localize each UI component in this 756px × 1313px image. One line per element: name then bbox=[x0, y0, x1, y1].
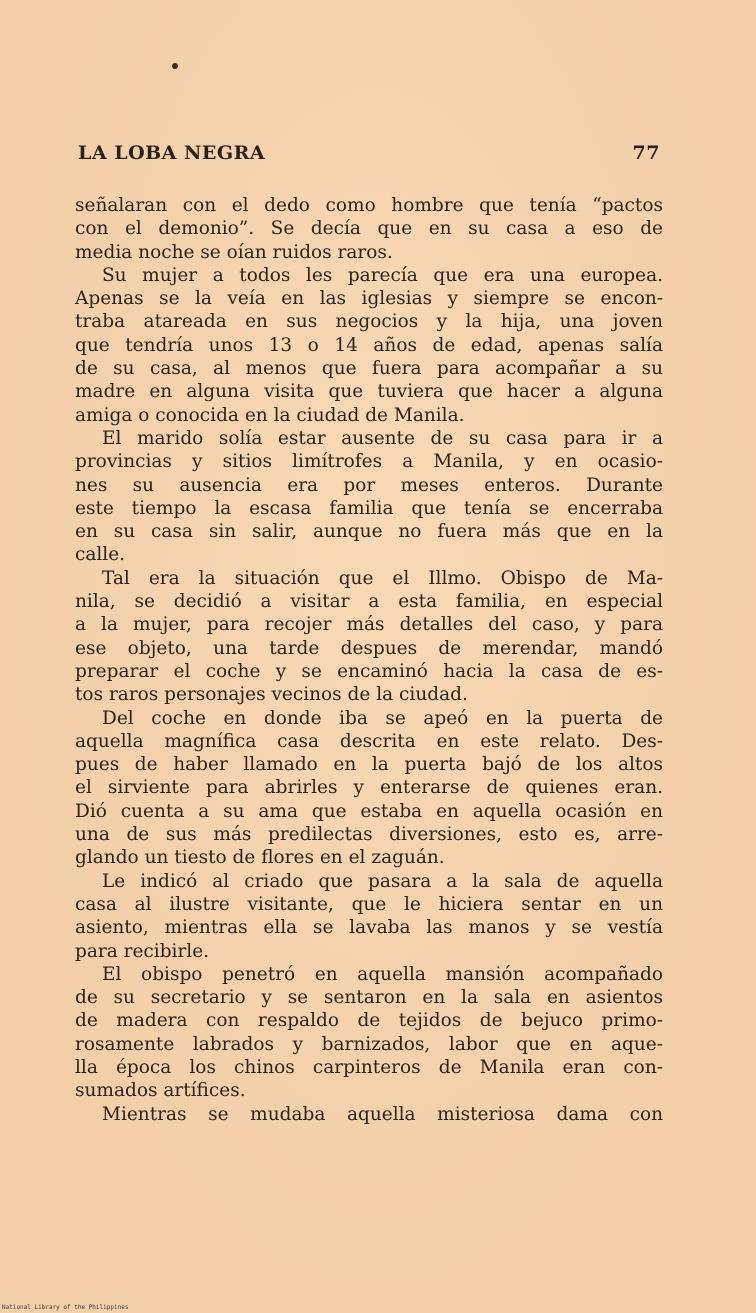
text-line: amiga o conocida en la ciudad de Manila. bbox=[75, 404, 465, 426]
page-number: 77 bbox=[632, 142, 660, 164]
text-line: rosamente labrados y barnizados, labor que en aque- bbox=[75, 1033, 663, 1055]
text-line: El marido solía estar ausente de su casa para ir a bbox=[102, 427, 663, 449]
text-line: nila, se decidió a visitar a esta familia, en especial bbox=[75, 591, 663, 613]
text-line: de madera con respaldo de tejidos de bejuco primo- bbox=[75, 1010, 663, 1032]
text-line: de su casa, al menos que fuera para acompañar a su bbox=[75, 358, 663, 380]
text-line: Dió cuenta a su ama que estaba en aquella ocasión en bbox=[75, 800, 663, 822]
text-line: nes su ausencia era por meses enteros. Durante bbox=[75, 474, 663, 496]
text-line: lla época los chinos carpinteros de Manila eran con- bbox=[75, 1056, 663, 1078]
running-title: LA LOBA NEGRA bbox=[78, 142, 266, 164]
text-line: calle. bbox=[75, 544, 126, 566]
text-line: que tendría unos 13 o 14 años de edad, apenas salía bbox=[75, 334, 663, 356]
text-line: de su secretario y se sentaron en la sala en asientos bbox=[75, 987, 663, 1009]
text-line: Tal era la situación que el Illmo. Obispo de Ma- bbox=[102, 567, 663, 589]
text-line: Mientras se mudaba aquella misteriosa dama con bbox=[102, 1103, 663, 1125]
text-line: provincias y sitios limítrofes a Manila, y en ocasio- bbox=[75, 451, 663, 473]
text-line: a la mujer, para recojer más detalles del caso, y para bbox=[75, 614, 663, 636]
text-line: ese objeto, una tarde despues de merendar, mandó bbox=[75, 637, 663, 659]
text-line: glando un tiesto de flores en el zaguán. bbox=[75, 847, 445, 869]
text-line: Apenas se la veía en las iglesias y siempre se encon- bbox=[75, 288, 663, 310]
text-line: El obispo penetró en aquella mansión acompañado bbox=[102, 963, 663, 985]
text-line: en su casa sin salir, aunque no fuera más que en la bbox=[75, 521, 663, 543]
body-text bbox=[75, 194, 663, 1126]
text-line: con el demonio”. Se decía que en su casa a eso de bbox=[75, 218, 663, 240]
text-line: madre en alguna visita que tuviera que hacer a alguna bbox=[75, 381, 663, 403]
text-line: sumados artífices. bbox=[75, 1080, 246, 1102]
running-header bbox=[78, 142, 662, 168]
library-credit: National Library of the Philippines bbox=[2, 1304, 129, 1311]
text-line: este tiempo la escasa familia que tenía se encerraba bbox=[75, 497, 663, 519]
text-line: pues de haber llamado en la puerta bajó de los altos bbox=[75, 754, 663, 776]
text-line: el sirviente para abrirles y enterarse de quienes eran. bbox=[75, 777, 663, 799]
text-line: señalaran con el dedo como hombre que tenía “pactos bbox=[75, 195, 663, 216]
ink-dot-mark bbox=[172, 63, 178, 69]
text-line: Del coche en donde iba se apeó en la puerta de bbox=[102, 707, 663, 729]
text-line: Le indicó al criado que pasara a la sala de aquella bbox=[102, 870, 663, 892]
text-line: casa al ilustre visitante, que le hiciera sentar en un bbox=[75, 893, 663, 915]
text-line: una de sus más predilectas diversiones, esto es, arre- bbox=[75, 824, 663, 846]
text-line: para recibirle. bbox=[75, 940, 210, 962]
text-line: media noche se oían ruidos raros. bbox=[75, 241, 393, 263]
text-line: aquella magnífica casa descrita en este relato. Des- bbox=[75, 730, 663, 752]
text-line: preparar el coche y se encaminó hacia la casa de es- bbox=[75, 660, 663, 682]
text-line: tos raros personajes vecinos de la ciudad. bbox=[75, 684, 468, 706]
text-line: Su mujer a todos les parecía que era una europea. bbox=[102, 264, 663, 286]
text-line: asiento, mientras ella se lavaba las manos y se vestía bbox=[75, 917, 663, 939]
text-line: traba atareada en sus negocios y la hija, una joven bbox=[75, 311, 663, 333]
